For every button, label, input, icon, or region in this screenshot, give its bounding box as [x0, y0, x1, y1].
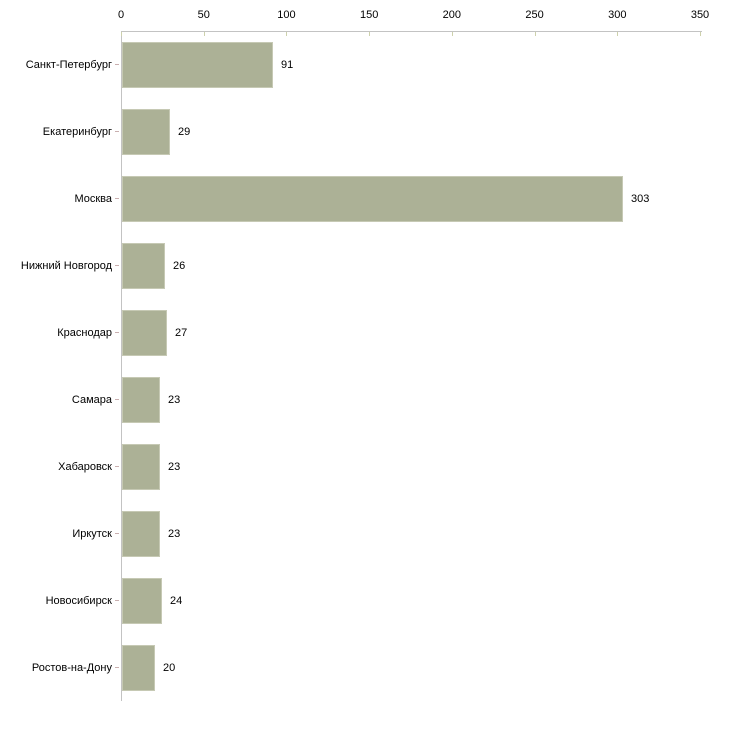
category-tick-mark	[115, 265, 119, 266]
bar-2	[122, 109, 170, 155]
value-label: 27	[175, 326, 188, 339]
category-label: Новосибирск	[45, 594, 112, 607]
x-axis-tick-label: 0	[117, 9, 125, 21]
bar-6	[122, 377, 160, 423]
chart-row	[0, 299, 730, 366]
bar-5	[122, 310, 167, 356]
chart-row	[0, 98, 730, 165]
category-label: Нижний Новгород	[20, 259, 112, 272]
chart-row	[0, 567, 730, 634]
bar-3	[122, 176, 623, 222]
bar-4	[122, 243, 165, 289]
bar-10	[122, 645, 155, 691]
x-axis-tick-label: 350	[690, 9, 710, 21]
chart-row	[0, 31, 730, 98]
bar-8	[122, 511, 160, 557]
category-label: Санкт-Петербург	[25, 58, 112, 71]
chart-row	[0, 232, 730, 299]
category-label: Екатеринбург	[42, 125, 112, 138]
value-label: 20	[163, 661, 176, 674]
x-axis-tick-label: 50	[197, 9, 210, 21]
category-tick-mark	[115, 64, 119, 65]
category-label: Москва	[74, 192, 112, 205]
x-axis-tick-label: 200	[442, 9, 462, 21]
category-tick-mark	[115, 466, 119, 467]
category-label: Ростов-на-Дону	[31, 661, 112, 674]
category-tick-mark	[115, 399, 119, 400]
category-tick-mark	[115, 533, 119, 534]
value-label: 23	[168, 393, 181, 406]
category-label: Иркутск	[72, 527, 112, 540]
category-label: Краснодар	[57, 326, 112, 339]
x-axis-tick-label: 250	[525, 9, 544, 21]
bar-7	[122, 444, 160, 490]
bar-1	[122, 42, 273, 88]
category-tick-mark	[115, 667, 119, 668]
category-tick-mark	[115, 600, 119, 601]
x-axis-tick-label: 100	[277, 9, 296, 21]
chart-rows	[0, 31, 730, 701]
value-label: 29	[178, 125, 191, 138]
chart-row	[0, 433, 730, 500]
value-label: 23	[168, 460, 181, 473]
category-label: Самара	[71, 393, 112, 406]
x-axis-tick-label: 300	[608, 9, 627, 21]
value-label: 24	[170, 594, 183, 607]
chart-row	[0, 634, 730, 701]
category-tick-mark	[115, 131, 119, 132]
value-label: 23	[168, 527, 181, 540]
category-label: Хабаровск	[58, 460, 112, 473]
bar-9	[122, 578, 162, 624]
value-label: 26	[173, 259, 186, 272]
chart-row	[0, 165, 730, 232]
chart-row	[0, 366, 730, 433]
x-axis-tick-label: 150	[359, 9, 379, 21]
category-tick-mark	[115, 332, 119, 333]
value-label: 303	[631, 192, 650, 205]
value-label: 91	[281, 58, 294, 71]
category-tick-mark	[115, 198, 119, 199]
chart-row	[0, 500, 730, 567]
